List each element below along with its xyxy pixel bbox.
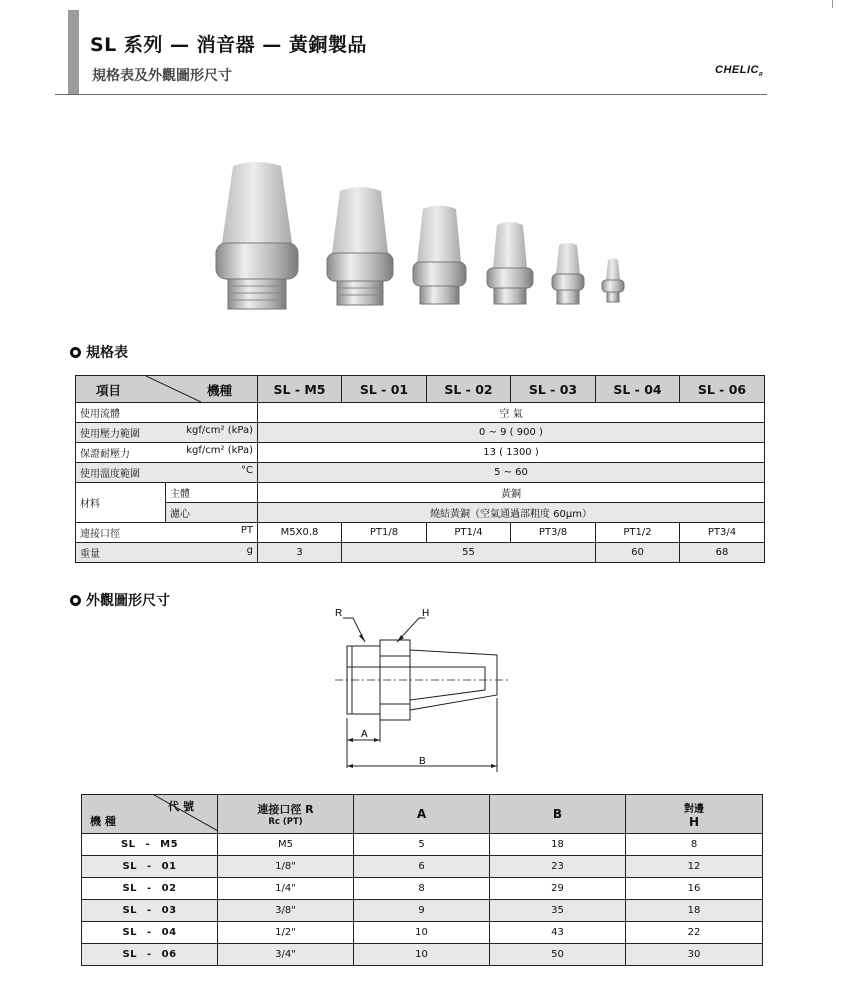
row-label: 連接口徑 [80,529,120,540]
spec-row-proof [76,443,765,463]
model-header: SL - 01 [342,376,427,403]
col-a-header: A [354,795,490,834]
spec-row-port [76,523,765,543]
dims-table [81,794,763,966]
a-cell: 6 [354,856,490,878]
spec-heading-text: 規格表 [86,345,128,361]
row-unit: kgf/cm² (kPa) [186,445,253,456]
page-title: SL 系列 — 消音器 — 黃銅製品 [90,34,367,56]
model-header: SL - 04 [596,376,680,403]
a-cell: 8 [354,878,490,900]
col-port-header [218,795,354,834]
a-cell: 10 [354,944,490,966]
model-cell: SL - 04 [82,922,218,944]
row-unit: kgf/cm² (kPa) [186,425,253,436]
row-value: 空 氣 [258,403,765,423]
port-cell: 1/2" [218,922,354,944]
b-cell: 23 [490,856,626,878]
row-value: PT3/8 [511,523,596,543]
a-cell: 9 [354,900,490,922]
col-port-title: 連接口徑 R [257,803,314,816]
page-corner-mark [832,0,833,8]
col-h-top: 對邊 [684,803,704,815]
port-cell: 3/8" [218,900,354,922]
muffler-sl01 [552,243,584,304]
col-b-header: B [490,795,626,834]
label-r: R [335,608,343,619]
a-cell: 5 [354,834,490,856]
b-cell: 18 [490,834,626,856]
model-header: SL - 03 [511,376,596,403]
row-unit: °C [241,465,253,476]
muffler-sl02 [487,222,533,304]
muffler-slm5 [602,259,624,303]
table-row [82,922,763,944]
b-cell: 29 [490,878,626,900]
row-value: 55 [342,543,596,563]
port-cell: M5 [218,834,354,856]
row-value: 燒結黃銅（空氣通過部粗度 60μm） [258,503,765,523]
model-cell: SL - 03 [82,900,218,922]
row-value: 5 ~ 60 [258,463,765,483]
label-b: B [419,756,426,767]
row-label: 使用流體 [76,403,258,423]
spec-row-temperature [76,463,765,483]
row-value: 黃銅 [258,483,765,503]
col-port-subtitle: Rc (PT) [268,817,303,827]
h-cell: 8 [626,834,763,856]
sub-label: 濾心 [166,503,258,523]
row-label: 保證耐壓力 [80,449,130,460]
dims-heading-text: 外觀圖形尺寸 [86,593,170,609]
row-value: 0 ~ 9 ( 900 ) [258,423,765,443]
spec-row-weight [76,543,765,563]
b-cell: 43 [490,922,626,944]
spec-row-fluid [76,403,765,423]
b-cell: 35 [490,900,626,922]
row-value: 13 ( 1300 ) [258,443,765,463]
row-value: 60 [596,543,680,563]
label-h: H [422,608,430,619]
h-cell: 18 [626,900,763,922]
corner-model-label: 機 種 [90,815,116,828]
col-h-title: H [688,814,700,829]
row-label: 重量 [80,549,100,560]
page-subtitle: 規格表及外觀圖形尺寸 [92,68,232,84]
brand-registered-mark: R [758,72,764,79]
port-cell: 1/4" [218,878,354,900]
dims-header-row [82,795,763,834]
spec-row-pressure [76,423,765,443]
a-cell: 10 [354,922,490,944]
table-row [82,900,763,922]
dims-heading [70,590,170,610]
col-h-header [626,795,763,834]
port-cell: 1/8" [218,856,354,878]
spec-heading [70,342,128,362]
dimension-drawing [325,600,515,775]
model-header: SL - 06 [680,376,765,403]
row-label: 材料 [76,483,166,523]
h-cell: 30 [626,944,763,966]
muffler-sl06 [216,162,298,309]
table-row [82,878,763,900]
row-label: 使用壓力範圍 [80,429,140,440]
header-divider [55,94,767,95]
spec-table [75,375,765,563]
row-value: PT3/4 [680,523,765,543]
row-value: M5X0.8 [258,523,342,543]
corner-code-label: 代 號 [168,800,194,813]
sub-label: 主體 [166,483,258,503]
bullet-icon [70,595,81,606]
row-value: PT1/8 [342,523,427,543]
model-cell: SL - M5 [82,834,218,856]
muffler-sl04 [327,187,393,305]
h-cell: 16 [626,878,763,900]
row-label-cell [76,443,258,463]
row-unit: g [246,545,253,556]
row-label: 使用溫度範圍 [80,469,140,480]
product-photo [200,150,650,320]
h-cell: 22 [626,922,763,944]
row-value: 3 [258,543,342,563]
table-row [82,856,763,878]
corner-model-label: 機種 [206,383,232,398]
header-accent-bar [68,10,79,95]
dims-corner-cell [82,795,218,834]
model-header: SL - M5 [258,376,342,403]
row-value: 68 [680,543,765,563]
brand-logo [715,64,763,78]
muffler-sl03 [413,206,466,305]
row-label-cell [76,543,258,563]
table-row [82,834,763,856]
row-label-cell [76,423,258,443]
port-cell: 3/4" [218,944,354,966]
table-row [82,944,763,966]
row-value: PT1/2 [596,523,680,543]
row-unit: PT [240,525,253,536]
model-header: SL - 02 [427,376,511,403]
spec-row-material-filter [76,503,765,523]
spec-header-row [76,376,765,403]
model-cell: SL - 01 [82,856,218,878]
brand-name: CHELIC [715,64,759,76]
model-cell: SL - 02 [82,878,218,900]
b-cell: 50 [490,944,626,966]
row-value: PT1/4 [427,523,511,543]
model-cell: SL - 06 [82,944,218,966]
row-label-cell [76,523,258,543]
row-label-cell [76,463,258,483]
label-a: A [361,729,368,740]
spec-corner-cell [76,376,258,403]
corner-item-label: 項目 [96,383,122,398]
spec-row-material-body [76,483,765,503]
h-cell: 12 [626,856,763,878]
bullet-icon [70,347,81,358]
